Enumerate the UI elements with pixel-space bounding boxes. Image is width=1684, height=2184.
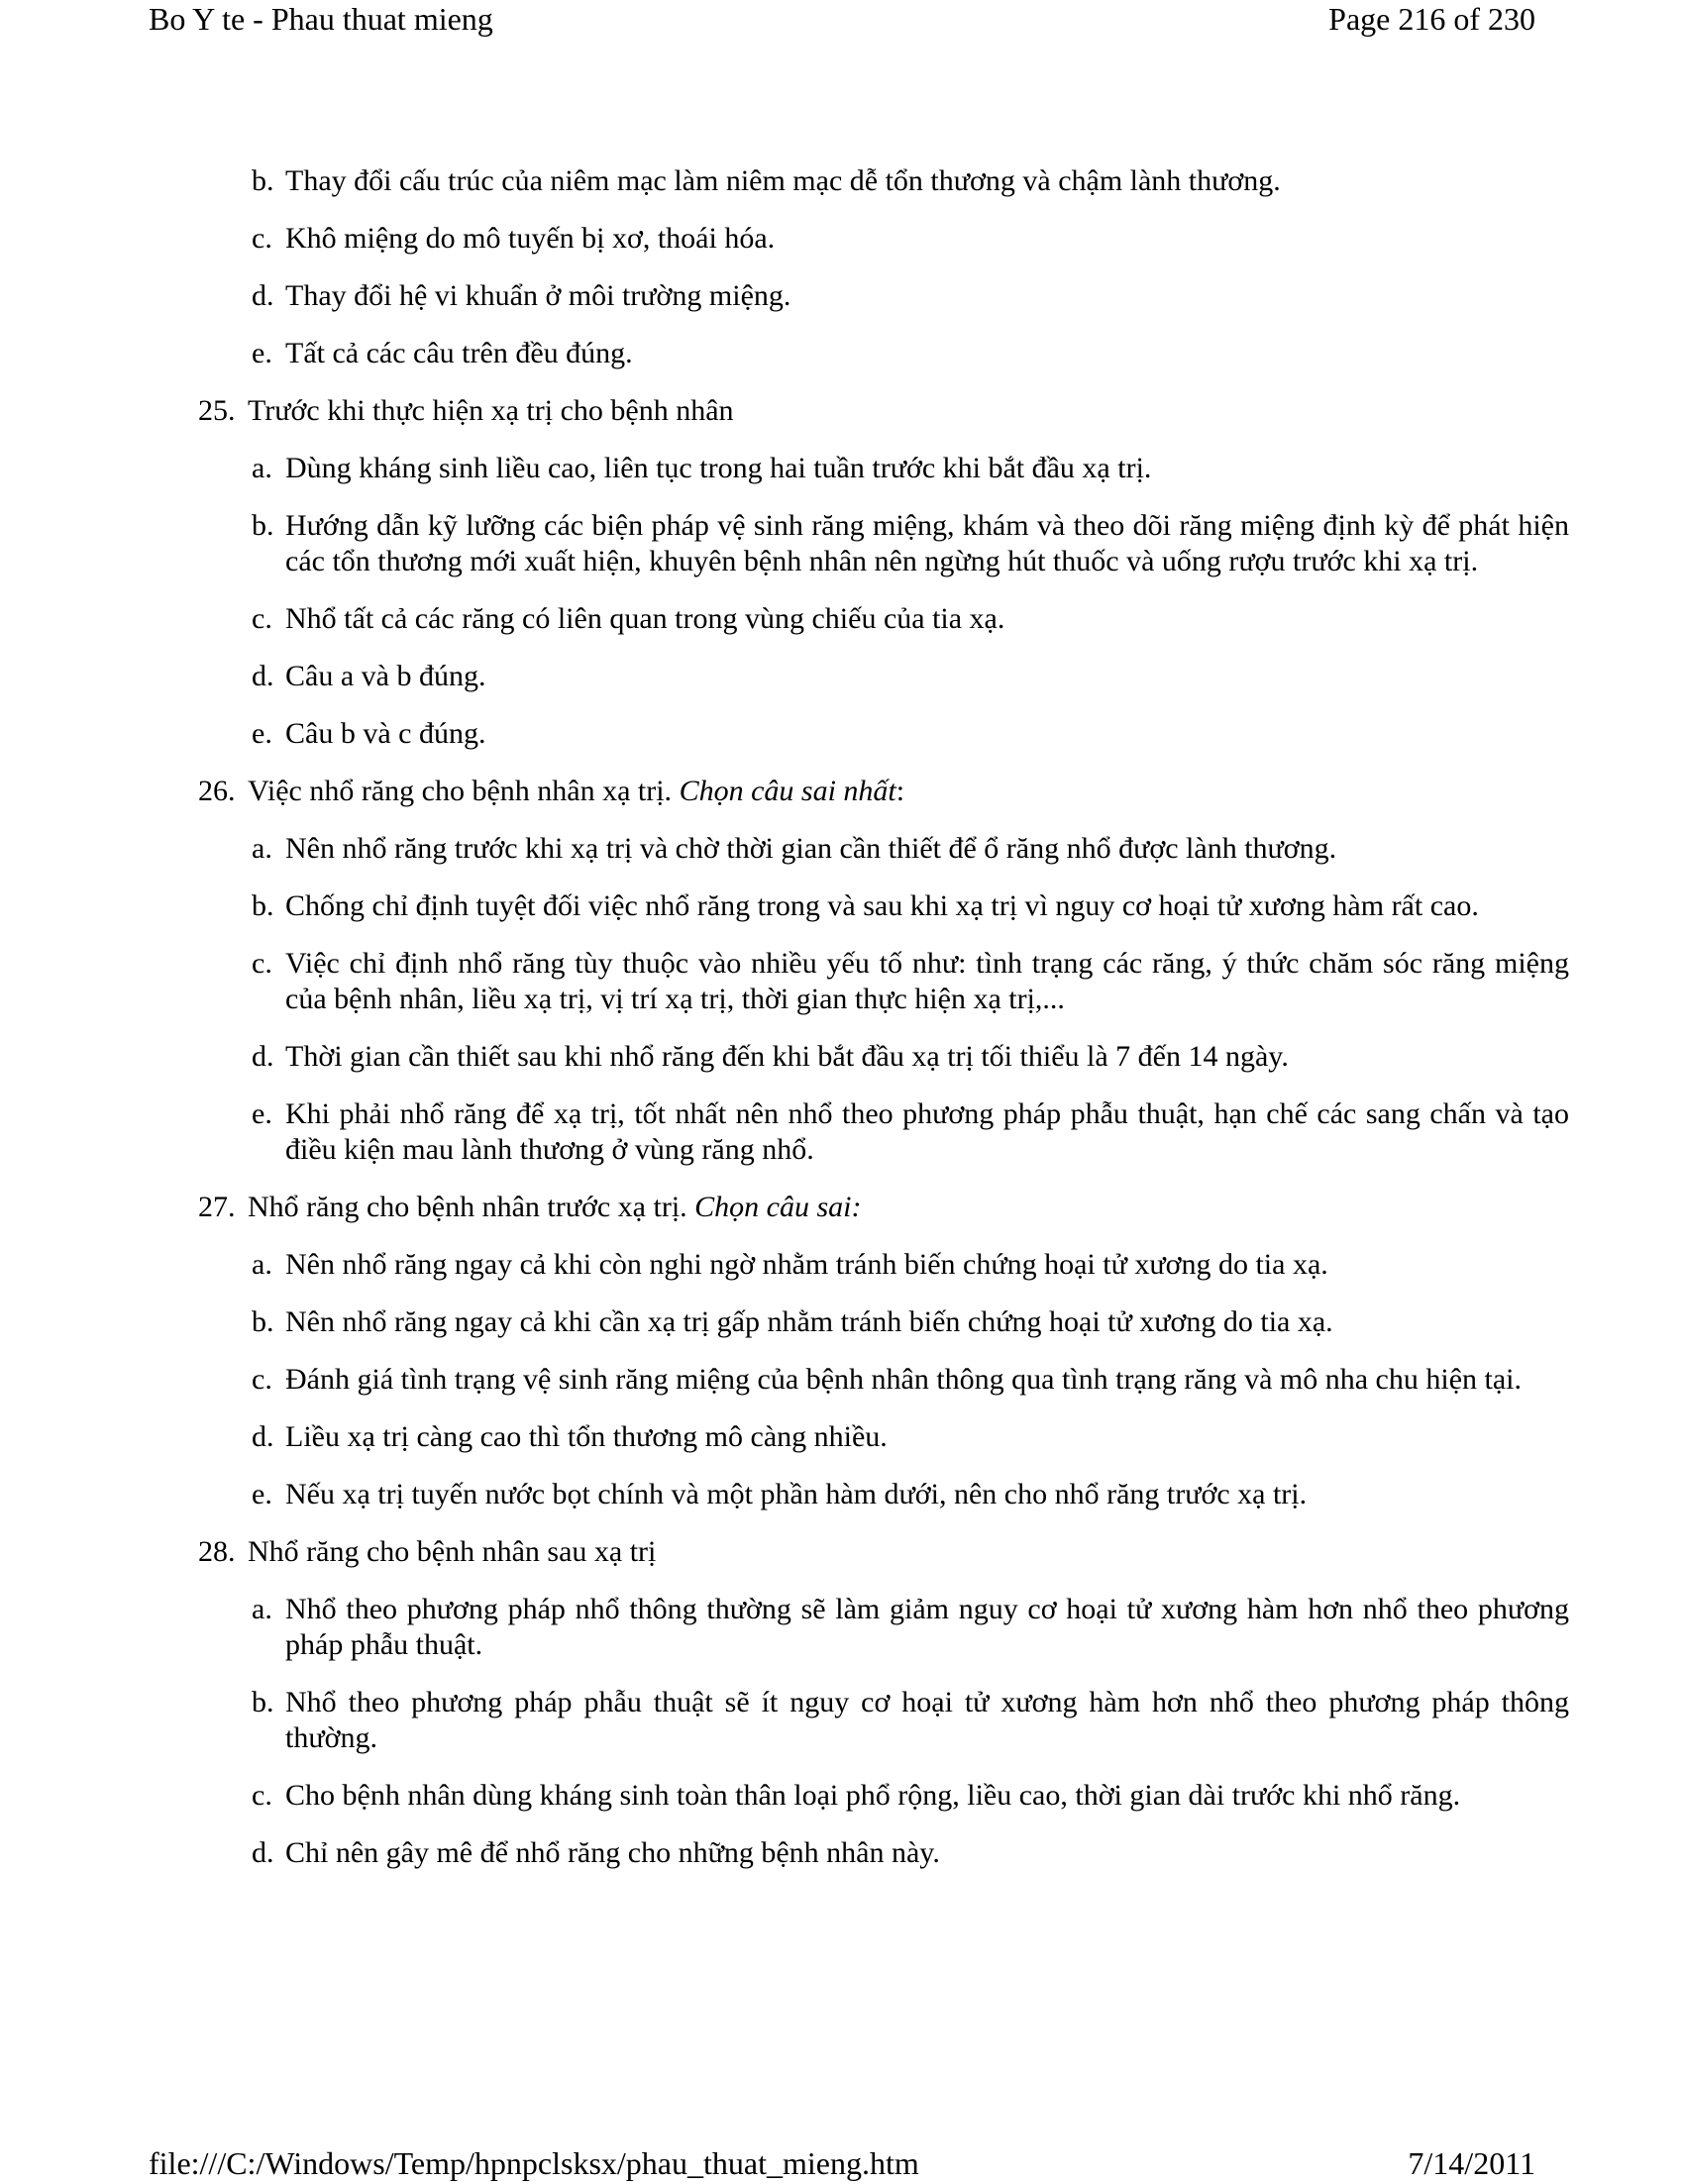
option-text: Nên nhổ răng ngay cả khi cần xạ trị gấp nhằm tránh biến chứng hoại tử xương do tia xạ. [285, 1305, 1333, 1338]
option-item [252, 946, 1569, 1017]
document-body [198, 163, 1569, 1893]
option-item [252, 1247, 1569, 1283]
option-text: Nên nhổ răng trước khi xạ trị và chờ thời gian cần thiết để ổ răng nhổ được lành thương. [285, 832, 1337, 865]
question-number: 26. [198, 775, 236, 807]
option-text: Tất cả các câu trên đều đúng. [285, 337, 633, 369]
option-item [252, 278, 1569, 314]
option-item [252, 1592, 1569, 1663]
option-text: Nhổ tất cả các răng có liên quan trong vùng chiếu của tia xạ. [285, 602, 1005, 635]
page-number: Page 216 of 230 [1328, 1, 1535, 37]
option-item [252, 1362, 1569, 1398]
option-letter: b. [252, 1305, 274, 1338]
option-item [252, 336, 1569, 371]
option-text: Nếu xạ trị tuyến nước bọt chính và một phần hàm dưới, nên cho nhổ răng trước xạ trị. [285, 1478, 1308, 1510]
option-letter: d. [252, 279, 274, 312]
question-number: 27. [198, 1191, 236, 1223]
option-text: Cho bệnh nhân dùng kháng sinh toàn thân loại phổ rộng, liều cao, thời gian dài trước khi nhổ răng. [285, 1779, 1461, 1812]
option-text: Chống chỉ định tuyệt đối việc nhổ răng trong và sau khi xạ trị vì nguy cơ hoại tử xương hàm rất cao. [285, 889, 1479, 922]
document-title: Bo Y te - Phau thuat mieng [149, 1, 493, 37]
option-letter: a. [252, 832, 272, 865]
question-27 [198, 1190, 1535, 1225]
question-text: Trước khi thực hiện xạ trị cho bệnh nhân [248, 394, 734, 427]
option-letter: c. [252, 1779, 272, 1812]
option-item [252, 1685, 1569, 1756]
option-text: Nên nhổ răng ngay cả khi còn nghi ngờ nhằm tránh biến chứng hoại tử xương do tia xạ. [285, 1248, 1328, 1281]
question-punctuation: : [895, 775, 905, 807]
option-letter: e. [252, 1478, 272, 1510]
option-text: Câu b và c đúng. [285, 717, 486, 750]
option-item [252, 1835, 1569, 1871]
question-number: 25. [198, 394, 236, 427]
question-28 [198, 1534, 1535, 1570]
option-letter: b. [252, 164, 274, 197]
question-26 [198, 774, 1535, 809]
question-text: Nhổ răng cho bệnh nhân trước xạ trị. [248, 1191, 695, 1223]
question-text: Việc nhổ răng cho bệnh nhân xạ trị. [248, 775, 680, 807]
option-letter: d. [252, 1040, 274, 1073]
option-letter: e. [252, 717, 272, 750]
option-item [252, 163, 1569, 199]
option-letter: e. [252, 1097, 272, 1130]
option-letter: a. [252, 1248, 272, 1281]
question-number: 28. [198, 1535, 236, 1568]
option-item [252, 508, 1569, 579]
page-footer [149, 2144, 1535, 2184]
option-letter: a. [252, 1593, 272, 1625]
option-item [252, 1304, 1569, 1340]
option-text: Hướng dẫn kỹ lưỡng các biện pháp vệ sinh răng miệng, khám và theo dõi răng miệng định kỳ để phát hiện các tổn thương mới xuất hiện, khuyên bệnh nhân nên ngừng hút thuốc và uống rượu trước khi xạ trị. [285, 509, 1569, 577]
option-item [252, 831, 1569, 867]
option-text: Thay đổi hệ vi khuẩn ở môi trường miệng. [285, 279, 791, 312]
file-path: file:///C:/Windows/Temp/hpnpclsksx/phau_thuat_mieng.htm [149, 2145, 919, 2181]
option-letter: b. [252, 1686, 274, 1718]
option-letter: d. [252, 1420, 274, 1453]
option-item [252, 1096, 1569, 1168]
option-item [252, 1039, 1569, 1075]
option-text: Đánh giá tình trạng vệ sinh răng miệng của bệnh nhân thông qua tình trạng răng và mô nha chu hiện tại. [285, 1363, 1523, 1396]
option-text: Thay đổi cấu trúc của niêm mạc làm niêm mạc dễ tổn thương và chậm lành thương. [285, 164, 1281, 197]
option-letter: d. [252, 1836, 274, 1869]
question-instruction: Chọn câu sai: [694, 1191, 862, 1223]
option-letter: c. [252, 947, 272, 980]
option-item [252, 716, 1569, 752]
option-text: Khi phải nhổ răng để xạ trị, tốt nhất nên nhổ theo phương pháp phẫu thuật, hạn chế các sang chấn và tạo điều kiện mau lành thương ở vùng răng nhổ. [285, 1097, 1569, 1166]
option-item [252, 221, 1569, 257]
option-letter: c. [252, 222, 272, 255]
option-letter: b. [252, 509, 274, 542]
option-text: Dùng kháng sinh liều cao, liên tục trong hai tuần trước khi bắt đầu xạ trị. [285, 452, 1152, 484]
option-item [252, 888, 1569, 924]
option-letter: b. [252, 889, 274, 922]
option-text: Liều xạ trị càng cao thì tổn thương mô càng nhiều. [285, 1420, 888, 1453]
option-text: Việc chỉ định nhổ răng tùy thuộc vào nhiều yếu tố như: tình trạng các răng, ý thức chăm sóc răng miệng của bệnh nhân, liều xạ trị, vị trí xạ trị, thời gian thực hiện xạ trị,... [285, 947, 1569, 1015]
question-25 [198, 393, 1535, 429]
option-text: Thời gian cần thiết sau khi nhổ răng đến khi bắt đầu xạ trị tối thiểu là 7 đến 14 ngày. [285, 1040, 1289, 1073]
option-text: Câu a và b đúng. [285, 660, 486, 692]
option-text: Nhổ theo phương pháp nhổ thông thường sẽ làm giảm nguy cơ hoại tử xương hàm hơn nhổ theo phương pháp phẫu thuật. [285, 1593, 1569, 1661]
print-date: 7/14/2011 [1408, 2145, 1535, 2181]
option-item [252, 1419, 1569, 1455]
option-item [252, 1778, 1569, 1814]
option-letter: a. [252, 452, 272, 484]
option-item [252, 451, 1569, 486]
option-item [252, 659, 1569, 694]
option-item [252, 601, 1569, 637]
question-text: Nhổ răng cho bệnh nhân sau xạ trị [248, 1535, 657, 1568]
option-text: Chỉ nên gây mê để nhổ răng cho những bệnh nhân này. [285, 1836, 940, 1869]
question-instruction: Chọn câu sai nhất [679, 775, 896, 807]
option-text: Khô miệng do mô tuyến bị xơ, thoái hóa. [285, 222, 776, 255]
option-letter: e. [252, 337, 272, 369]
option-letter: d. [252, 660, 274, 692]
page-header [149, 0, 1535, 40]
option-letter: c. [252, 1363, 272, 1396]
option-letter: c. [252, 602, 272, 635]
option-item [252, 1477, 1569, 1512]
option-text: Nhổ theo phương pháp phẫu thuật sẽ ít nguy cơ hoại tử xương hàm hơn nhổ theo phương pháp thông thường. [285, 1686, 1569, 1754]
